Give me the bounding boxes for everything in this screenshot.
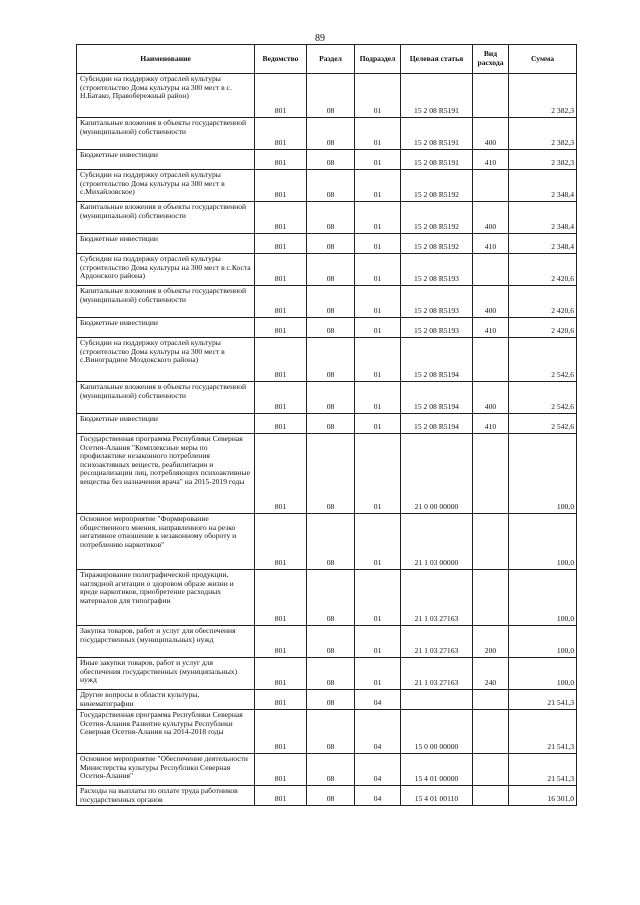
row-expense-type: 410: [473, 318, 509, 338]
row-department: 801: [255, 658, 307, 690]
row-target-article: 15 4 01 00000: [401, 754, 473, 786]
row-department: 801: [255, 434, 307, 514]
row-expense-type: 240: [473, 658, 509, 690]
row-name: Бюджетные инвестиции: [77, 414, 255, 434]
row-sum: 21 541,3: [509, 710, 577, 754]
row-section: 08: [307, 690, 355, 710]
row-name: Бюджетные инвестиции: [77, 234, 255, 254]
row-sum: 2 348,4: [509, 234, 577, 254]
header-name: Наименование: [77, 45, 255, 74]
row-target-article: 21 0 00 00000: [401, 434, 473, 514]
table-row: [77, 434, 577, 514]
row-department: 801: [255, 626, 307, 658]
row-subsection: 01: [355, 514, 401, 570]
row-expense-type: [473, 170, 509, 202]
row-section: 08: [307, 570, 355, 626]
row-sum: 100,0: [509, 514, 577, 570]
table-row: [77, 690, 577, 710]
budget-table: [76, 44, 577, 806]
row-department: 801: [255, 254, 307, 286]
row-target-article: 15 2 08 R5193: [401, 254, 473, 286]
row-department: 801: [255, 118, 307, 150]
row-department: 801: [255, 150, 307, 170]
row-expense-type: [473, 754, 509, 786]
row-section: 08: [307, 754, 355, 786]
row-section: 08: [307, 710, 355, 754]
row-target-article: 15 2 08 R5194: [401, 382, 473, 414]
row-expense-type: 410: [473, 150, 509, 170]
row-subsection: 01: [355, 338, 401, 382]
row-department: 801: [255, 338, 307, 382]
row-department: 801: [255, 710, 307, 754]
row-target-article: 15 2 08 R5193: [401, 318, 473, 338]
row-name: Иные закупки товаров, работ и услуг для обеспечения государственных (муниципальных) нужд: [77, 658, 255, 690]
row-expense-type: 400: [473, 286, 509, 318]
row-subsection: 04: [355, 786, 401, 806]
row-department: 801: [255, 414, 307, 434]
header-sum: Сумма: [509, 45, 577, 74]
row-target-article: 15 4 01 00110: [401, 786, 473, 806]
row-section: 08: [307, 382, 355, 414]
table-row: [77, 202, 577, 234]
row-sum: 16 301,0: [509, 786, 577, 806]
row-department: 801: [255, 786, 307, 806]
row-expense-type: 400: [473, 202, 509, 234]
table-row: [77, 570, 577, 626]
table-row: [77, 234, 577, 254]
row-sum: 2 420,6: [509, 286, 577, 318]
row-name: Субсидии на поддержку отраслей культуры (строительство Дома культуры на 300 мест в с.Виноградное Моздокского района): [77, 338, 255, 382]
row-name: Капитальные вложения в объекты государственной (муниципальной) собственности: [77, 202, 255, 234]
row-name: Бюджетные инвестиции: [77, 318, 255, 338]
row-target-article: 21 1 03 27163: [401, 626, 473, 658]
row-name: Государственная программа Республики Северная Осетия-Алания Развитие культуры Республики Северная Осетия-Алания на 2014-2018 годы: [77, 710, 255, 754]
row-subsection: 01: [355, 626, 401, 658]
row-expense-type: [473, 338, 509, 382]
row-section: 08: [307, 338, 355, 382]
row-expense-type: [473, 254, 509, 286]
row-section: 08: [307, 202, 355, 234]
row-target-article: 21 1 03 27163: [401, 570, 473, 626]
row-subsection: 01: [355, 570, 401, 626]
table-header-row: [77, 45, 577, 74]
row-subsection: 01: [355, 414, 401, 434]
row-expense-type: [473, 710, 509, 754]
row-sum: 2 348,4: [509, 170, 577, 202]
table-row: [77, 318, 577, 338]
row-sum: 2 542,6: [509, 338, 577, 382]
row-section: 08: [307, 786, 355, 806]
row-department: 801: [255, 690, 307, 710]
table-row: [77, 254, 577, 286]
row-target-article: 15 2 08 R5192: [401, 234, 473, 254]
row-department: 801: [255, 234, 307, 254]
row-section: 08: [307, 318, 355, 338]
row-subsection: 04: [355, 690, 401, 710]
row-department: 801: [255, 382, 307, 414]
row-sum: 2 348,4: [509, 202, 577, 234]
row-expense-type: 400: [473, 118, 509, 150]
row-target-article: 15 2 08 R5193: [401, 286, 473, 318]
row-target-article: 21 1 03 27163: [401, 658, 473, 690]
table-row: [77, 382, 577, 414]
row-section: 08: [307, 414, 355, 434]
row-sum: 21 541,3: [509, 754, 577, 786]
row-target-article: 15 2 08 R5191: [401, 150, 473, 170]
row-subsection: 01: [355, 434, 401, 514]
table-row: [77, 514, 577, 570]
row-name: Основное мероприятие "Формирование общественного мнения, направленного на резко негативное отношение к незаконному обороту и потреблению наркотиков": [77, 514, 255, 570]
row-section: 08: [307, 150, 355, 170]
row-expense-type: [473, 74, 509, 118]
row-subsection: 01: [355, 74, 401, 118]
row-target-article: 15 2 08 R5194: [401, 414, 473, 434]
row-target-article: 15 2 08 R5191: [401, 74, 473, 118]
row-expense-type: [473, 690, 509, 710]
row-target-article: [401, 690, 473, 710]
row-name: Субсидии на поддержку отраслей культуры (строительство Дома культуры на 300 мест в с.Михайловское): [77, 170, 255, 202]
row-section: 08: [307, 626, 355, 658]
row-sum: 2 542,6: [509, 382, 577, 414]
header-subsection: Подраздел: [355, 45, 401, 74]
row-department: 801: [255, 318, 307, 338]
header-department: Ведомство: [255, 45, 307, 74]
row-expense-type: 200: [473, 626, 509, 658]
table-row: [77, 658, 577, 690]
row-department: 801: [255, 514, 307, 570]
table-row: [77, 286, 577, 318]
row-sum: 100,0: [509, 570, 577, 626]
row-sum: 2 420,6: [509, 254, 577, 286]
row-section: 08: [307, 254, 355, 286]
row-subsection: 01: [355, 202, 401, 234]
row-section: 08: [307, 118, 355, 150]
row-sum: 21 541,3: [509, 690, 577, 710]
row-name: Закупка товаров, работ и услуг для обеспечения государственных (муниципальных) нужд: [77, 626, 255, 658]
row-name: Капитальные вложения в объекты государственной (муниципальной) собственности: [77, 118, 255, 150]
page-number: 89: [315, 33, 325, 44]
row-target-article: 15 2 08 R5192: [401, 202, 473, 234]
row-section: 08: [307, 234, 355, 254]
row-target-article: 15 2 08 R5194: [401, 338, 473, 382]
row-department: 801: [255, 570, 307, 626]
row-target-article: 21 1 03 00000: [401, 514, 473, 570]
row-subsection: 01: [355, 234, 401, 254]
row-section: 08: [307, 74, 355, 118]
row-target-article: 15 0 00 00000: [401, 710, 473, 754]
table-row: [77, 710, 577, 754]
header-expense-type: Вид расхода: [473, 45, 509, 74]
row-target-article: 15 2 08 R5191: [401, 118, 473, 150]
table-row: [77, 118, 577, 150]
row-department: 801: [255, 754, 307, 786]
row-subsection: 01: [355, 318, 401, 338]
row-expense-type: 410: [473, 234, 509, 254]
row-department: 801: [255, 202, 307, 234]
row-expense-type: [473, 570, 509, 626]
row-sum: 2 382,3: [509, 74, 577, 118]
row-subsection: 01: [355, 150, 401, 170]
row-sum: 100,0: [509, 658, 577, 690]
row-subsection: 01: [355, 382, 401, 414]
table-row: [77, 626, 577, 658]
row-expense-type: [473, 786, 509, 806]
row-name: Субсидии на поддержку отраслей культуры (строительство Дома культуры на 300 мест в с.Коста Ардонского района): [77, 254, 255, 286]
table-row: [77, 170, 577, 202]
row-name: Другие вопросы в области культуры, кинематографии: [77, 690, 255, 710]
row-subsection: 04: [355, 754, 401, 786]
row-department: 801: [255, 170, 307, 202]
table-row: [77, 786, 577, 806]
row-department: 801: [255, 74, 307, 118]
row-expense-type: 400: [473, 382, 509, 414]
row-target-article: 15 2 08 R5192: [401, 170, 473, 202]
row-subsection: 01: [355, 254, 401, 286]
row-sum: 100,0: [509, 626, 577, 658]
row-section: 08: [307, 514, 355, 570]
row-name: Бюджетные инвестиции: [77, 150, 255, 170]
row-section: 08: [307, 658, 355, 690]
row-expense-type: [473, 434, 509, 514]
row-subsection: 01: [355, 286, 401, 318]
row-name: Тиражирование полиграфической продукции, наглядной агитации о здоровом образе жизни и вреде наркотиков, приобретение расходных материалов для типографии: [77, 570, 255, 626]
table-row: [77, 74, 577, 118]
row-sum: 2 420,6: [509, 318, 577, 338]
row-expense-type: 410: [473, 414, 509, 434]
row-department: 801: [255, 286, 307, 318]
row-sum: 2 382,3: [509, 118, 577, 150]
row-sum: 100,0: [509, 434, 577, 514]
header-target-article: Целевая статья: [401, 45, 473, 74]
row-name: Капитальные вложения в объекты государственной (муниципальной) собственности: [77, 286, 255, 318]
row-subsection: 04: [355, 710, 401, 754]
table-row: [77, 338, 577, 382]
table-row: [77, 150, 577, 170]
table-row: [77, 414, 577, 434]
row-name: Основное мероприятие "Обеспечение деятельности Министерства культуры Республики Северная Осетия-Алания": [77, 754, 255, 786]
row-section: 08: [307, 286, 355, 318]
row-subsection: 01: [355, 170, 401, 202]
table-row: [77, 754, 577, 786]
row-section: 08: [307, 170, 355, 202]
row-name: Расходы на выплаты по оплате труда работников государственных органов: [77, 786, 255, 806]
row-subsection: 01: [355, 658, 401, 690]
row-subsection: 01: [355, 118, 401, 150]
row-section: 08: [307, 434, 355, 514]
row-sum: 2 382,3: [509, 150, 577, 170]
row-name: Субсидии на поддержку отраслей культуры (строительство Дома культуры на 300 мест в с. Н.Батако, Правобережный район): [77, 74, 255, 118]
row-expense-type: [473, 514, 509, 570]
row-name: Государственная программа Республики Северная Осетия-Алания "Комплексные меры по профилактике незаконного потребления психоактивных веществ, реабилитации и ресоциализации лиц, потребляющих психоактивные вещества без назначения врача" на 2015-2019 годы: [77, 434, 255, 514]
header-section: Раздел: [307, 45, 355, 74]
row-name: Капитальные вложения в объекты государственной (муниципальной) собственности: [77, 382, 255, 414]
row-sum: 2 542,6: [509, 414, 577, 434]
